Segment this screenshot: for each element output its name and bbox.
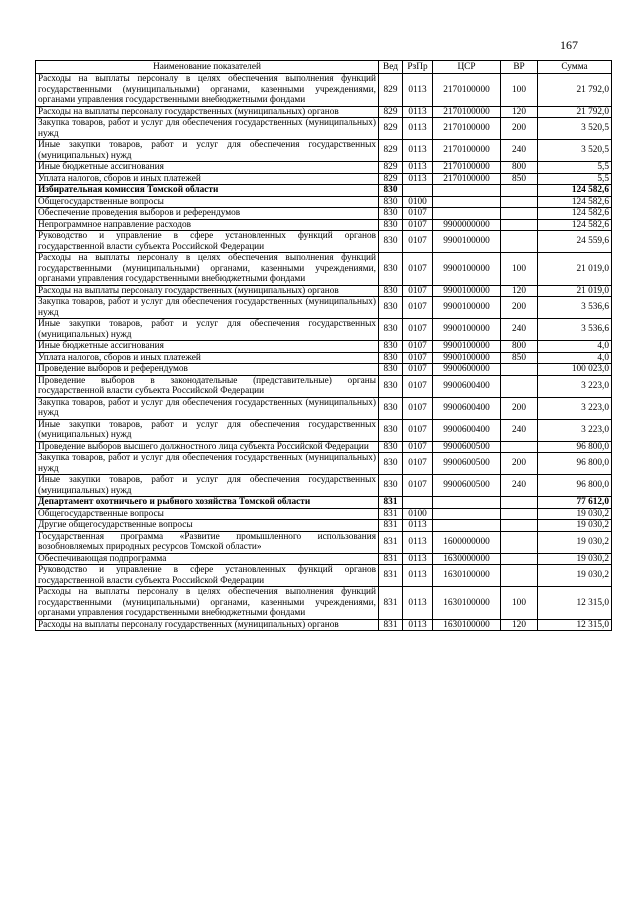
cell-name: Избирательная комиссия Томской области	[36, 185, 379, 197]
table-row	[36, 475, 612, 497]
cell-rzpr: 0107	[403, 397, 433, 419]
cell-rzpr: 0107	[403, 375, 433, 397]
table-row	[36, 397, 612, 419]
cell-ved: 830	[379, 297, 403, 319]
cell-ved: 831	[379, 587, 403, 620]
cell-name: Проведение выборов и референдумов	[36, 364, 379, 376]
cell-name: Расходы на выплаты персоналу в целях обеспечения выполнения функций государственными (муниципальными) органами, казенными учреждениями, органами управления государственными внебюджетными фондами	[36, 74, 379, 107]
cell-ved: 830	[379, 231, 403, 253]
cell-csr: 9900600500	[433, 441, 501, 453]
cell-name: Закупка товаров, работ и услуг для обеспечения государственных (муниципальных) нужд	[36, 297, 379, 319]
cell-vr: 240	[501, 140, 538, 162]
cell-ved: 829	[379, 74, 403, 107]
cell-sum: 3 536,6	[538, 297, 612, 319]
cell-csr: 9900600500	[433, 453, 501, 475]
cell-sum: 124 582,6	[538, 219, 612, 231]
table-row	[36, 74, 612, 107]
header-sum: Сумма	[538, 61, 612, 74]
cell-sum: 124 582,6	[538, 185, 612, 197]
table-row	[36, 508, 612, 520]
cell-rzpr: 0113	[403, 106, 433, 118]
cell-rzpr	[403, 497, 433, 509]
cell-vr: 100	[501, 253, 538, 286]
header-name: Наименование показателей	[36, 61, 379, 74]
cell-sum: 19 030,2	[538, 553, 612, 565]
cell-sum: 12 315,0	[538, 619, 612, 631]
cell-vr: 120	[501, 619, 538, 631]
table-row	[36, 208, 612, 220]
cell-sum: 4,0	[538, 341, 612, 353]
cell-vr: 800	[501, 162, 538, 174]
table-row	[36, 297, 612, 319]
cell-vr: 200	[501, 397, 538, 419]
cell-ved: 831	[379, 531, 403, 553]
table-row	[36, 341, 612, 353]
cell-sum: 21 019,0	[538, 285, 612, 297]
cell-csr	[433, 497, 501, 509]
header-rzpr: РзПр	[403, 61, 433, 74]
cell-sum: 3 223,0	[538, 375, 612, 397]
cell-sum: 24 559,6	[538, 231, 612, 253]
cell-name: Расходы на выплаты персоналу государственных (муниципальных) органов	[36, 285, 379, 297]
cell-vr	[501, 364, 538, 376]
cell-vr	[501, 219, 538, 231]
table-row	[36, 553, 612, 565]
cell-rzpr: 0107	[403, 285, 433, 297]
cell-ved: 830	[379, 319, 403, 341]
cell-name: Расходы на выплаты персоналу государственных (муниципальных) органов	[36, 619, 379, 631]
cell-sum: 3 223,0	[538, 419, 612, 441]
cell-csr: 1630100000	[433, 587, 501, 620]
cell-name: Департамент охотничьего и рыбного хозяйства Томской области	[36, 497, 379, 509]
cell-vr: 120	[501, 106, 538, 118]
table-row	[36, 587, 612, 620]
cell-vr: 120	[501, 285, 538, 297]
cell-sum: 4,0	[538, 352, 612, 364]
cell-csr: 2170100000	[433, 118, 501, 140]
cell-vr	[501, 231, 538, 253]
cell-rzpr: 0113	[403, 587, 433, 620]
cell-vr	[501, 441, 538, 453]
table-row	[36, 196, 612, 208]
cell-ved: 831	[379, 565, 403, 587]
cell-rzpr: 0113	[403, 619, 433, 631]
cell-rzpr: 0100	[403, 196, 433, 208]
cell-csr	[433, 185, 501, 197]
table-row	[36, 364, 612, 376]
table-row	[36, 185, 612, 197]
cell-rzpr: 0113	[403, 565, 433, 587]
cell-vr: 800	[501, 341, 538, 353]
cell-vr	[501, 553, 538, 565]
cell-name: Расходы на выплаты персоналу в целях обеспечения выполнения функций государственными (муниципальными) органами, казенными учреждениями, органами управления государственными внебюджетными фондами	[36, 587, 379, 620]
cell-rzpr: 0100	[403, 508, 433, 520]
cell-rzpr: 0113	[403, 162, 433, 174]
cell-sum: 3 520,5	[538, 140, 612, 162]
cell-vr: 850	[501, 352, 538, 364]
cell-ved: 830	[379, 441, 403, 453]
cell-csr: 9900100000	[433, 231, 501, 253]
header-csr: ЦСР	[433, 61, 501, 74]
cell-sum: 5,5	[538, 173, 612, 185]
cell-ved: 830	[379, 475, 403, 497]
cell-csr: 2170100000	[433, 106, 501, 118]
cell-sum: 124 582,6	[538, 208, 612, 220]
cell-csr: 9900100000	[433, 341, 501, 353]
table-row	[36, 118, 612, 140]
cell-sum: 19 030,2	[538, 520, 612, 532]
cell-sum: 96 800,0	[538, 453, 612, 475]
table-row	[36, 173, 612, 185]
table-row	[36, 285, 612, 297]
table-row	[36, 106, 612, 118]
table-row	[36, 140, 612, 162]
cell-vr	[501, 565, 538, 587]
cell-csr: 9900600400	[433, 397, 501, 419]
cell-sum: 21 792,0	[538, 74, 612, 107]
cell-ved: 830	[379, 397, 403, 419]
table-header-row	[36, 61, 612, 74]
cell-rzpr: 0107	[403, 297, 433, 319]
cell-rzpr: 0107	[403, 453, 433, 475]
cell-vr: 850	[501, 173, 538, 185]
cell-name: Закупка товаров, работ и услуг для обеспечения государственных (муниципальных) нужд	[36, 397, 379, 419]
cell-csr: 1630000000	[433, 553, 501, 565]
cell-sum: 124 582,6	[538, 196, 612, 208]
table-row	[36, 520, 612, 532]
cell-csr: 2170100000	[433, 173, 501, 185]
cell-csr: 9900600000	[433, 364, 501, 376]
table-row	[36, 565, 612, 587]
cell-name: Расходы на выплаты персоналу в целях обеспечения выполнения функций государственными (муниципальными) органами, казенными учреждениями, органами управления государственными внебюджетными фондами	[36, 253, 379, 286]
cell-rzpr: 0107	[403, 475, 433, 497]
cell-sum: 77 612,0	[538, 497, 612, 509]
cell-name: Закупка товаров, работ и услуг для обеспечения государственных (муниципальных) нужд	[36, 118, 379, 140]
cell-csr	[433, 196, 501, 208]
cell-sum: 12 315,0	[538, 587, 612, 620]
table-row	[36, 497, 612, 509]
cell-name: Проведение выборов в законодательные (представительные) органы государственной власти субъекта Российской Федерации	[36, 375, 379, 397]
cell-ved: 830	[379, 453, 403, 475]
cell-sum: 3 520,5	[538, 118, 612, 140]
cell-csr: 2170100000	[433, 74, 501, 107]
page-number: 167	[560, 38, 578, 52]
cell-name: Общегосударственные вопросы	[36, 196, 379, 208]
cell-vr: 240	[501, 319, 538, 341]
table-row	[36, 162, 612, 174]
cell-vr: 200	[501, 297, 538, 319]
cell-rzpr: 0107	[403, 352, 433, 364]
table-row	[36, 253, 612, 286]
cell-vr	[501, 375, 538, 397]
cell-rzpr: 0113	[403, 553, 433, 565]
cell-name: Иные закупки товаров, работ и услуг для обеспечения государственных (муниципальных) нужд	[36, 140, 379, 162]
cell-vr: 240	[501, 475, 538, 497]
cell-csr: 1600000000	[433, 531, 501, 553]
cell-rzpr: 0107	[403, 319, 433, 341]
cell-rzpr: 0107	[403, 208, 433, 220]
cell-name: Закупка товаров, работ и услуг для обеспечения государственных (муниципальных) нужд	[36, 453, 379, 475]
cell-vr	[501, 208, 538, 220]
cell-ved: 830	[379, 352, 403, 364]
cell-name: Руководство и управление в сфере установленных функций органов государственной власти субъекта Российской Федерации	[36, 231, 379, 253]
cell-sum: 19 030,2	[538, 531, 612, 553]
cell-vr	[501, 508, 538, 520]
cell-ved: 830	[379, 253, 403, 286]
cell-name: Обеспечение проведения выборов и референдумов	[36, 208, 379, 220]
cell-csr: 9900600500	[433, 475, 501, 497]
cell-name: Уплата налогов, сборов и иных платежей	[36, 173, 379, 185]
cell-rzpr: 0113	[403, 520, 433, 532]
cell-vr	[501, 520, 538, 532]
cell-ved: 830	[379, 219, 403, 231]
cell-sum: 96 800,0	[538, 441, 612, 453]
cell-name: Государственная программа «Развитие промышленного использования возобновляемых природных ресурсов Томской области»	[36, 531, 379, 553]
cell-csr: 9900100000	[433, 352, 501, 364]
cell-sum: 19 030,2	[538, 508, 612, 520]
cell-name: Расходы на выплаты персоналу государственных (муниципальных) органов	[36, 106, 379, 118]
cell-sum: 21 792,0	[538, 106, 612, 118]
cell-name: Иные бюджетные ассигнования	[36, 341, 379, 353]
cell-ved: 830	[379, 419, 403, 441]
cell-rzpr: 0113	[403, 173, 433, 185]
cell-rzpr: 0113	[403, 531, 433, 553]
cell-ved: 829	[379, 162, 403, 174]
cell-ved: 831	[379, 619, 403, 631]
table-row	[36, 219, 612, 231]
cell-vr	[501, 531, 538, 553]
cell-vr	[501, 196, 538, 208]
cell-ved: 830	[379, 364, 403, 376]
cell-rzpr: 0107	[403, 364, 433, 376]
cell-csr: 9900100000	[433, 253, 501, 286]
cell-rzpr: 0107	[403, 253, 433, 286]
cell-name: Иные бюджетные ассигнования	[36, 162, 379, 174]
table-row	[36, 453, 612, 475]
cell-csr: 2170100000	[433, 140, 501, 162]
cell-sum: 19 030,2	[538, 565, 612, 587]
cell-rzpr: 0107	[403, 219, 433, 231]
budget-table	[35, 60, 612, 631]
cell-name: Иные закупки товаров, работ и услуг для обеспечения государственных (муниципальных) нужд	[36, 419, 379, 441]
cell-csr	[433, 208, 501, 220]
cell-sum: 3 536,6	[538, 319, 612, 341]
cell-ved: 830	[379, 208, 403, 220]
table-row	[36, 319, 612, 341]
cell-csr: 2170100000	[433, 162, 501, 174]
cell-csr: 9900000000	[433, 219, 501, 231]
cell-csr: 9900100000	[433, 319, 501, 341]
cell-sum: 100 023,0	[538, 364, 612, 376]
cell-sum: 96 800,0	[538, 475, 612, 497]
cell-rzpr: 0113	[403, 74, 433, 107]
cell-vr: 100	[501, 74, 538, 107]
cell-ved: 829	[379, 118, 403, 140]
table-row	[36, 231, 612, 253]
cell-name: Уплата налогов, сборов и иных платежей	[36, 352, 379, 364]
cell-sum: 3 223,0	[538, 397, 612, 419]
cell-name: Непрограммное направление расходов	[36, 219, 379, 231]
cell-ved: 829	[379, 173, 403, 185]
cell-rzpr: 0107	[403, 441, 433, 453]
cell-ved: 830	[379, 341, 403, 353]
cell-rzpr: 0107	[403, 419, 433, 441]
cell-name: Обеспечивающая подпрограмма	[36, 553, 379, 565]
cell-ved: 830	[379, 375, 403, 397]
cell-csr: 9900600400	[433, 375, 501, 397]
table-row	[36, 619, 612, 631]
cell-name: Проведение выборов высшего должностного лица субъекта Российской Федерации	[36, 441, 379, 453]
cell-ved: 831	[379, 508, 403, 520]
cell-vr	[501, 497, 538, 509]
cell-ved: 831	[379, 497, 403, 509]
cell-vr: 240	[501, 419, 538, 441]
table-row	[36, 419, 612, 441]
cell-csr	[433, 520, 501, 532]
cell-csr: 9900100000	[433, 285, 501, 297]
cell-ved: 829	[379, 140, 403, 162]
cell-rzpr: 0107	[403, 231, 433, 253]
cell-csr: 9900100000	[433, 297, 501, 319]
header-ved: Вед	[379, 61, 403, 74]
cell-ved: 831	[379, 553, 403, 565]
cell-vr: 100	[501, 587, 538, 620]
cell-sum: 5,5	[538, 162, 612, 174]
table-row	[36, 352, 612, 364]
cell-csr	[433, 508, 501, 520]
cell-ved: 829	[379, 106, 403, 118]
cell-name: Руководство и управление в сфере установленных функций органов государственной власти субъекта Российской Федерации	[36, 565, 379, 587]
cell-csr: 1630100000	[433, 565, 501, 587]
cell-vr: 200	[501, 453, 538, 475]
cell-vr: 200	[501, 118, 538, 140]
cell-vr	[501, 185, 538, 197]
table-row	[36, 375, 612, 397]
cell-name: Иные закупки товаров, работ и услуг для обеспечения государственных (муниципальных) нужд	[36, 475, 379, 497]
cell-rzpr: 0107	[403, 341, 433, 353]
cell-rzpr: 0113	[403, 140, 433, 162]
cell-sum: 21 019,0	[538, 253, 612, 286]
cell-rzpr: 0113	[403, 118, 433, 140]
cell-ved: 830	[379, 185, 403, 197]
cell-name: Общегосударственные вопросы	[36, 508, 379, 520]
cell-ved: 831	[379, 520, 403, 532]
header-vr: ВР	[501, 61, 538, 74]
table-row	[36, 441, 612, 453]
cell-ved: 830	[379, 285, 403, 297]
cell-rzpr	[403, 185, 433, 197]
cell-csr: 1630100000	[433, 619, 501, 631]
cell-csr: 9900600400	[433, 419, 501, 441]
cell-name: Иные закупки товаров, работ и услуг для обеспечения государственных (муниципальных) нужд	[36, 319, 379, 341]
cell-ved: 830	[379, 196, 403, 208]
table-row	[36, 531, 612, 553]
cell-name: Другие общегосударственные вопросы	[36, 520, 379, 532]
